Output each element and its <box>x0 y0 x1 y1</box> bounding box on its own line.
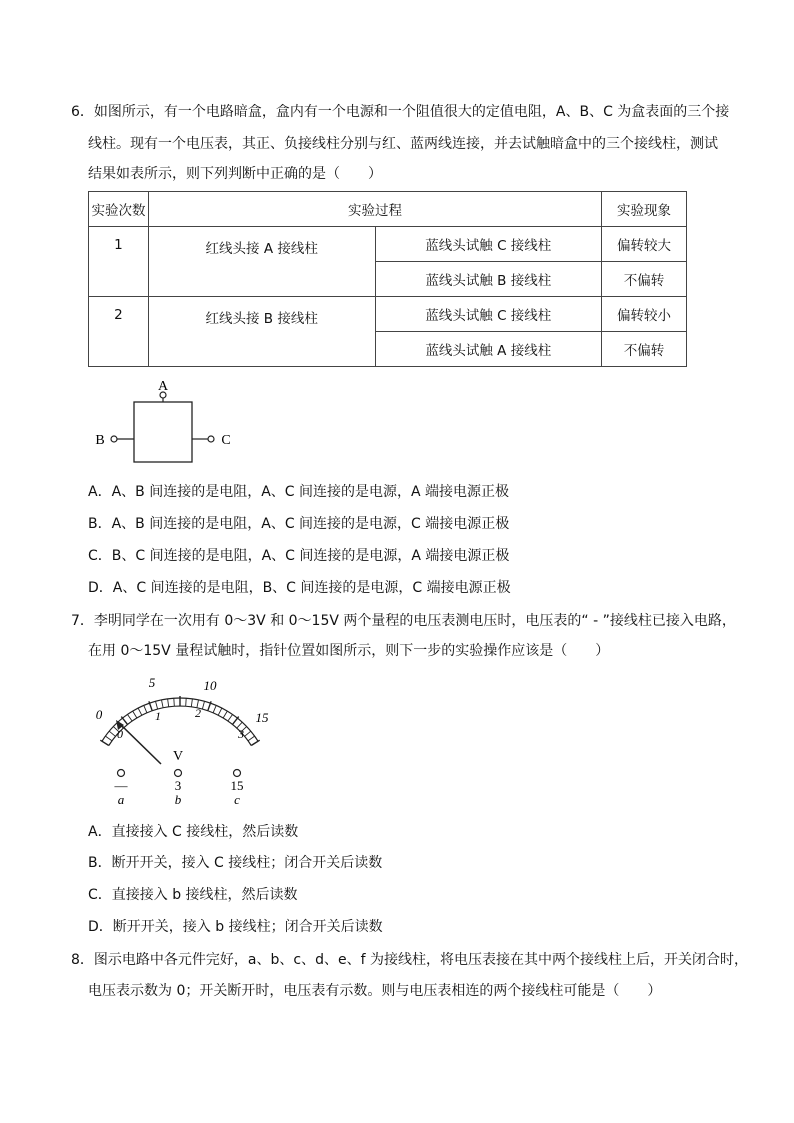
header-result: 实验现象 <box>602 192 687 227</box>
q6-option-b[interactable]: B．A、B 间连接的是电阻，A、C 间连接的是电源，C 端接电源正极 <box>88 516 510 532</box>
meter-tick <box>228 715 233 722</box>
black-box-diagram <box>85 372 245 472</box>
scale-label-15: 15 <box>255 710 269 725</box>
meter-unit-label: V <box>172 749 184 764</box>
voltmeter-diagram <box>84 672 284 812</box>
meter-tick <box>109 731 115 736</box>
result-cell: 不偏转 <box>602 262 687 297</box>
terminal-c-label: C <box>221 433 231 448</box>
q8-stem-line-2: 电压表示数为 0；开关断开时，电压表有示数。则与电压表相连的两个接线柱可能是（ ） <box>88 983 662 999</box>
terminal-a-value: — <box>114 778 128 793</box>
terminal-b <box>111 436 117 442</box>
q7-option-c[interactable]: C．直接接入 b 接线柱，然后读数 <box>88 887 298 903</box>
action-cell: 蓝线头试触 B 接线柱 <box>375 262 602 297</box>
trial-number-cell: 2 <box>89 297 149 367</box>
experiment-table <box>88 191 687 367</box>
scale-label-10: 10 <box>203 678 217 693</box>
terminal-b-post <box>175 770 182 777</box>
meter-tick <box>218 708 222 715</box>
inner-scale-label-3: 3 <box>238 727 244 741</box>
meter-dial <box>100 696 259 746</box>
action-cell: 蓝线头试触 C 接线柱 <box>375 227 602 262</box>
meter-tick <box>174 698 175 706</box>
scale-label-0: 0 <box>95 707 103 722</box>
meter-tick <box>138 708 142 715</box>
q6-stem-line-3: 结果如表所示，则下列判断中正确的是（ ） <box>88 166 382 182</box>
meter-tick <box>213 705 216 712</box>
terminal-a-label: A <box>157 379 169 394</box>
meter-tick <box>223 711 227 718</box>
result-cell: 偏转较小 <box>602 297 687 332</box>
process-cell: 红线头接 B 接线柱 <box>148 297 375 367</box>
inner-scale-label-1: 1 <box>155 709 161 723</box>
meter-tick <box>128 715 133 722</box>
q7-stem-line-1: 7．李明同学在一次用有 0～3V 和 0～15V 两个量程的电压表测电压时，电压表的“ - ”接线柱已接入电路， <box>71 613 736 629</box>
meter-tick <box>121 717 127 725</box>
scale-label-5: 5 <box>148 675 156 690</box>
meter-tick <box>251 740 260 745</box>
table-header-row <box>89 192 687 227</box>
meter-tick <box>144 705 147 712</box>
q8-stem-line-1: 8．图示电路中各元件完好，a、b、c、d、e、f 为接线柱，将电压表接在其中两个接线柱上后，开关闭合时， <box>71 952 748 968</box>
meter-tick <box>202 701 204 709</box>
q7-option-b[interactable]: B．断开开关，接入 C 接线柱；闭合开关后读数 <box>88 855 383 871</box>
terminal-b-value: 3 <box>174 778 182 793</box>
result-cell: 不偏转 <box>602 332 687 367</box>
meter-tick <box>168 699 169 707</box>
meter-tick <box>156 701 158 709</box>
terminal-c-post <box>234 770 241 777</box>
meter-pointer <box>118 722 161 764</box>
terminal-b-label: B <box>95 433 105 448</box>
result-cell: 偏转较大 <box>602 227 687 262</box>
q6-option-d[interactable]: D．A、C 间连接的是电阻，B、C 间连接的是电源，C 端接电源正极 <box>88 580 511 596</box>
meter-tick <box>100 740 109 745</box>
meter-tick <box>105 736 112 741</box>
header-trial-number: 实验次数 <box>89 192 149 227</box>
table-row <box>89 227 687 262</box>
q7-option-a[interactable]: A．直接接入 C 接线柱，然后读数 <box>88 824 299 840</box>
meter-tick <box>245 731 251 736</box>
meter-tick <box>233 717 239 725</box>
q6-stem-line-2: 线柱。现有一个电压表，其正、负接线柱分别与红、蓝两线连接，并去试触暗盒中的三个接线柱，测试 <box>88 136 718 152</box>
terminal-a-post <box>118 770 125 777</box>
meter-tick <box>191 699 192 707</box>
meter-tick <box>133 711 137 718</box>
header-process: 实验过程 <box>148 192 601 227</box>
inner-scale-label-0: 0 <box>117 727 123 741</box>
table-row <box>89 297 687 332</box>
meter-tick <box>186 698 187 706</box>
inner-scale-label-2: 2 <box>195 706 201 720</box>
terminal-c-value: 15 <box>230 778 244 793</box>
meter-tick <box>248 736 255 741</box>
action-cell: 蓝线头试触 C 接线柱 <box>375 297 602 332</box>
action-cell: 蓝线头试触 A 接线柱 <box>375 332 602 367</box>
terminal-c <box>208 436 214 442</box>
terminal-a-letter: a <box>117 792 125 807</box>
q7-option-d[interactable]: D．断开开关，接入 b 接线柱；闭合开关后读数 <box>88 919 383 935</box>
q6-stem-line-1: 6．如图所示，有一个电路暗盒，盒内有一个电源和一个阻值很大的定值电阻，A、B、C 为盒表面的三个接 <box>71 104 730 120</box>
q6-option-a[interactable]: A．A、B 间连接的是电阻，A、C 间连接的是电源，A 端接电源正极 <box>88 484 510 500</box>
terminal-b-letter: b <box>174 792 182 807</box>
process-cell: 红线头接 A 接线柱 <box>148 227 375 297</box>
trial-number-cell: 1 <box>89 227 149 297</box>
q7-stem-line-2: 在用 0～15V 量程试触时，指针位置如图所示，则下一步的实验操作应该是（ ） <box>88 643 610 659</box>
meter-tick <box>162 700 164 708</box>
terminal-c-letter: c <box>234 792 240 807</box>
black-box <box>134 402 192 462</box>
q6-option-c[interactable]: C．B、C 间连接的是电阻，A、C 间连接的是电源，A 端接电源正极 <box>88 548 510 564</box>
